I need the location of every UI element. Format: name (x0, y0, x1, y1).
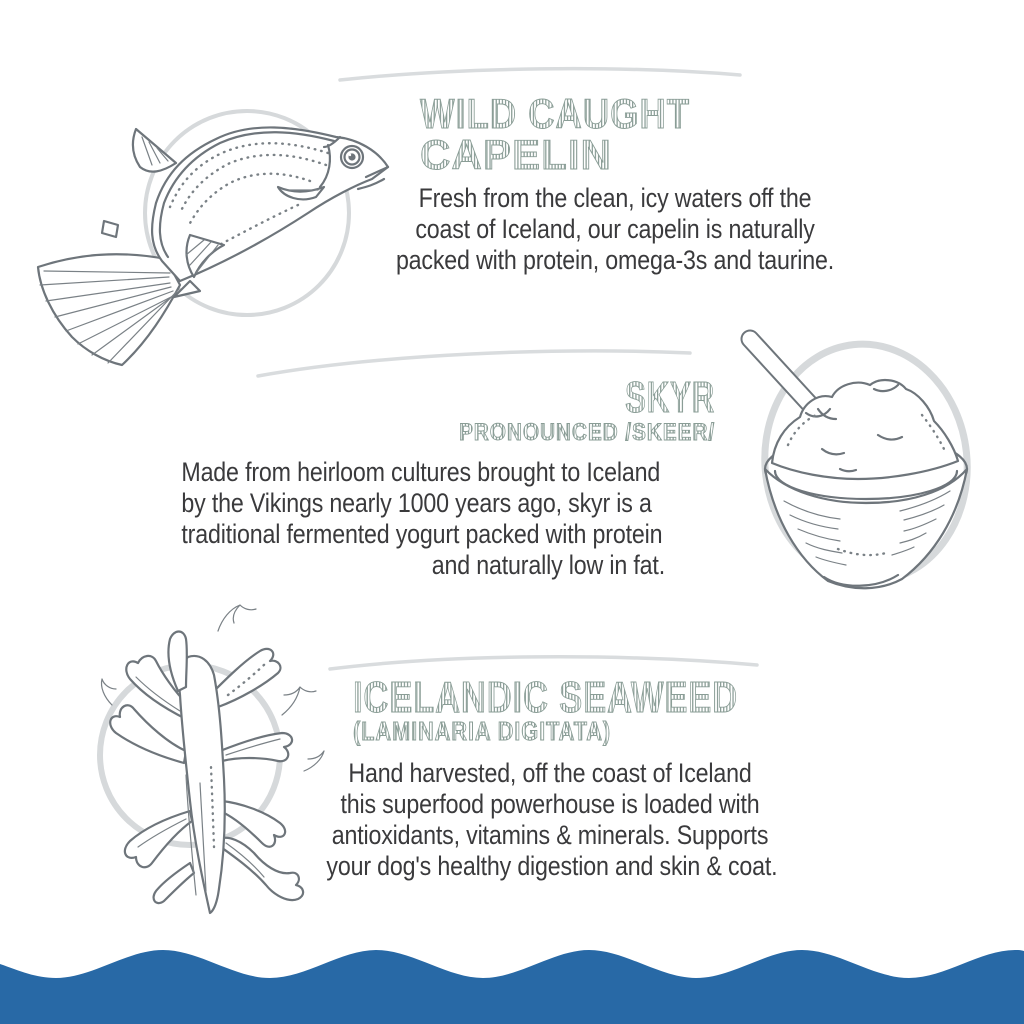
capelin-body-line: packed with protein, omega-3s and taurine. (395, 245, 835, 275)
seaweed-title (348, 672, 768, 748)
seaweed-body-text (290, 758, 810, 882)
capelin-body-line: coast of Iceland, our capelin is naturally (415, 214, 815, 244)
wave-shape (0, 950, 1024, 1024)
seaweed-body-line: this superfood powerhouse is loaded with (340, 789, 760, 819)
seaweed-body-line: Hand harvested, off the coast of Iceland (348, 758, 752, 788)
skyr-body-line: by the Vikings nearly 1000 years ago, skyr is a (181, 488, 652, 518)
bowl-body (765, 469, 967, 588)
fish-tail-fin (38, 254, 180, 365)
capelin-title-line1: WILD CAUGHT (420, 90, 690, 137)
seaweed-body-line: your dog's healthy digestion and skin & coat. (326, 851, 778, 881)
arc-above-capelin-title (340, 69, 740, 80)
skyr-subtitle-text: PRONOUNCED /SKEER/ (459, 419, 715, 446)
skyr-title (440, 373, 720, 448)
skyr-title-text: SKYR (625, 373, 715, 422)
capelin-body-line: Fresh from the clean, icy waters off the (418, 183, 812, 213)
skyr-bowl-with-spoon-illustration (718, 323, 1008, 607)
skyr-body-line: traditional fermented yogurt packed with protein (181, 519, 663, 549)
capelin-title-line2: CAPELIN (420, 131, 612, 178)
ocean-wave-border-icon (0, 944, 1024, 1024)
arc-above-seaweed-title (330, 657, 757, 669)
skyr-body-line: and naturally low in fat. (431, 550, 665, 580)
capelin-body-text (345, 183, 885, 276)
seaweed-subtitle-text: (LAMINARIA DIGITATA) (353, 716, 611, 746)
spoon (750, 339, 816, 411)
skyr-body-line: Made from heirloom cultures brought to Iceland (181, 457, 661, 487)
seaweed-body-line: antioxidants, vitamins & minerals. Supports (331, 820, 769, 850)
capelin-title (415, 88, 725, 180)
seaweed-title-text: ICELANDIC SEAWEED (353, 673, 738, 722)
skyr-body-text (145, 457, 665, 581)
